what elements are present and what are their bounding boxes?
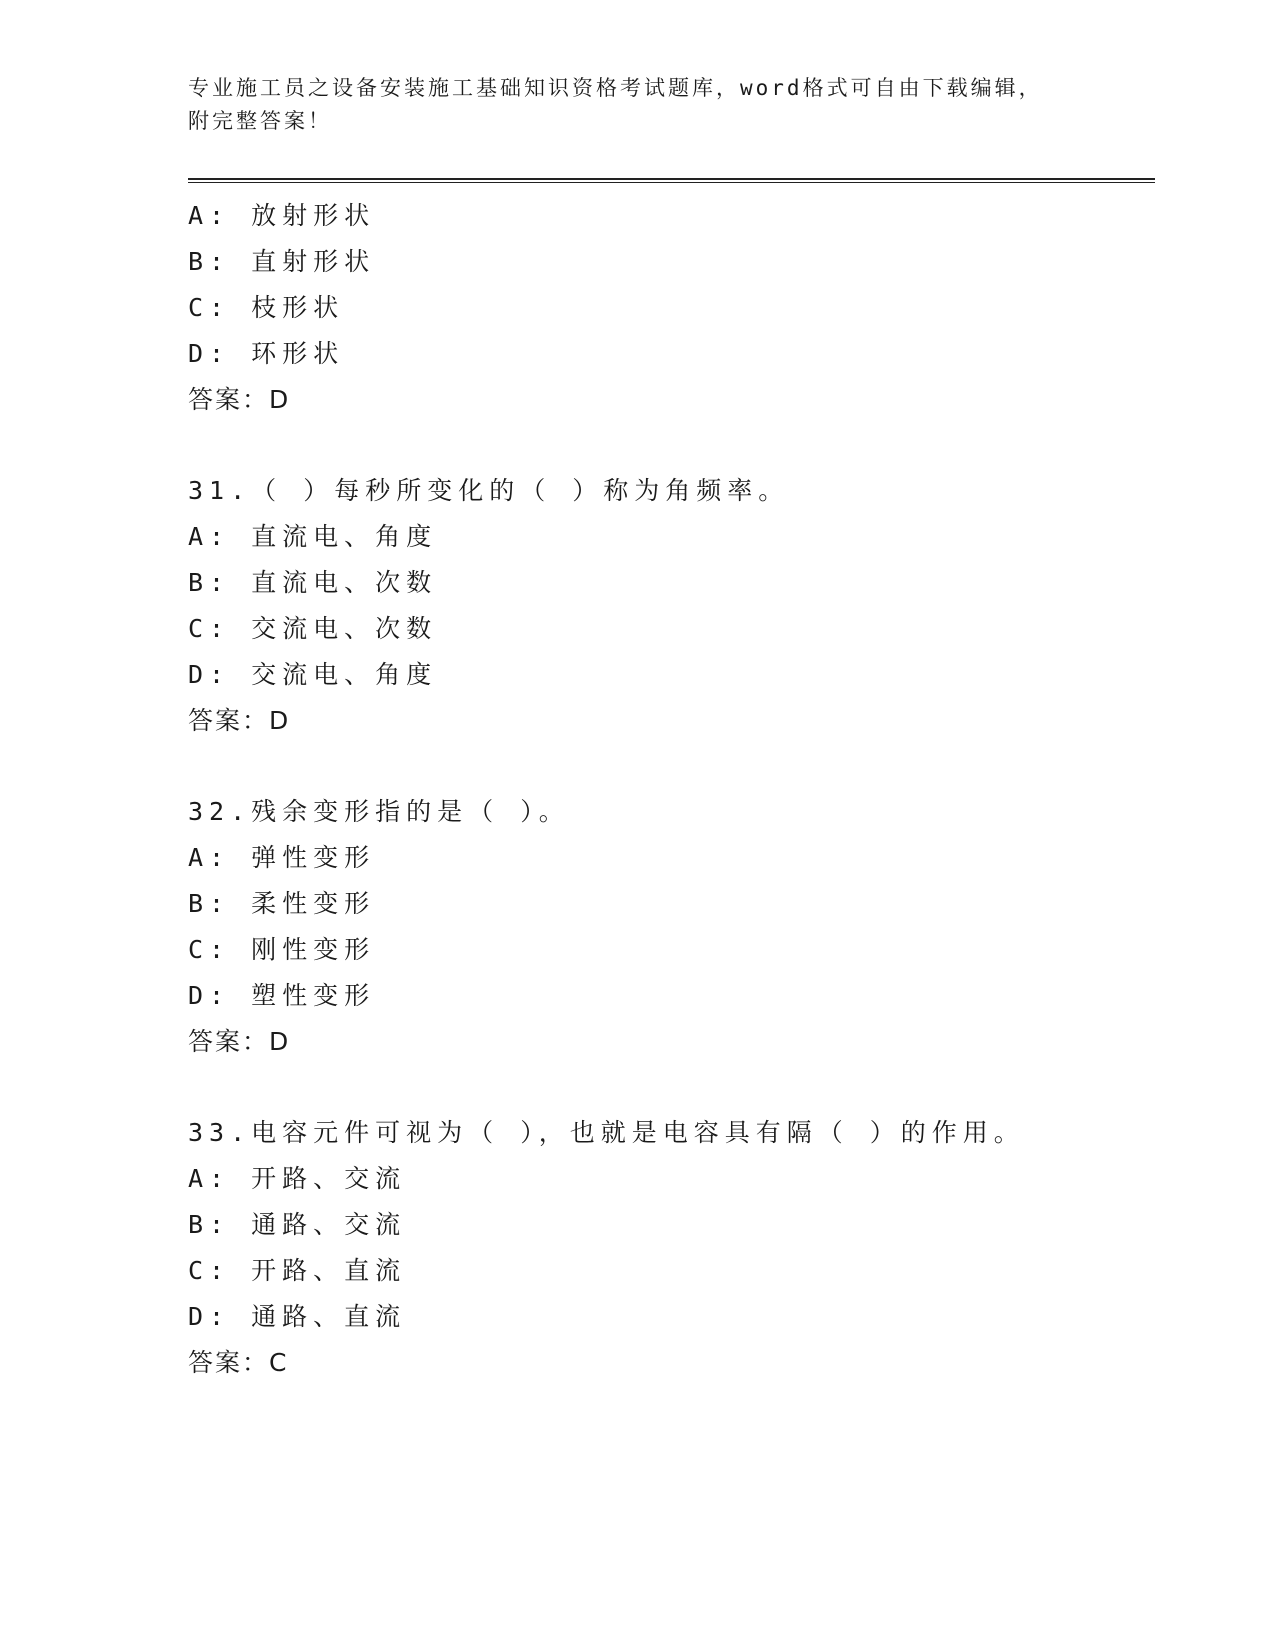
option-d: D: 通路、直流 [188,1302,407,1331]
option-c: C: 刚性变形 [188,935,376,964]
option-d: D: 环形状 [188,339,345,368]
question-block [188,468,1148,744]
option-a: A: 开路、交流 [188,1164,407,1193]
header-divider-thin [188,182,1155,183]
option-d: D: 塑性变形 [188,981,376,1010]
question-text: 31.（ ）每秒所变化的（ ）称为角频率。 [188,476,790,505]
question-text: 33.电容元件可视为（ ），也就是电容具有隔（ ）的作用。 [188,1118,1025,1147]
header-divider [188,178,1155,180]
option-a: A: 直流电、角度 [188,522,438,551]
option-c: C: 枝形状 [188,293,345,322]
header-line-1: 专业施工员之设备安装施工基础知识资格考试题库，word格式可自由下载编辑， [188,76,1043,100]
question-block [188,1110,1148,1386]
option-b: B: 直流电、次数 [188,568,438,597]
answer: 答案：D [188,385,291,414]
option-d: D: 交流电、角度 [188,660,438,689]
question-block [188,193,1148,423]
option-b: B: 直射形状 [188,247,376,276]
document-header [188,72,1088,138]
question-block [188,789,1148,1065]
option-c: C: 交流电、次数 [188,614,438,643]
option-b: B: 柔性变形 [188,889,376,918]
option-a: A: 放射形状 [188,201,376,230]
option-a: A: 弹性变形 [188,843,376,872]
option-c: C: 开路、直流 [188,1256,407,1285]
answer: 答案：D [188,1027,291,1056]
answer: 答案：D [188,706,291,735]
question-list [188,193,1148,1386]
answer: 答案：C [188,1348,289,1377]
header-line-2: 附完整答案！ [188,109,332,133]
question-text: 32.残余变形指的是（ ）。 [188,797,570,826]
option-b: B: 通路、交流 [188,1210,407,1239]
